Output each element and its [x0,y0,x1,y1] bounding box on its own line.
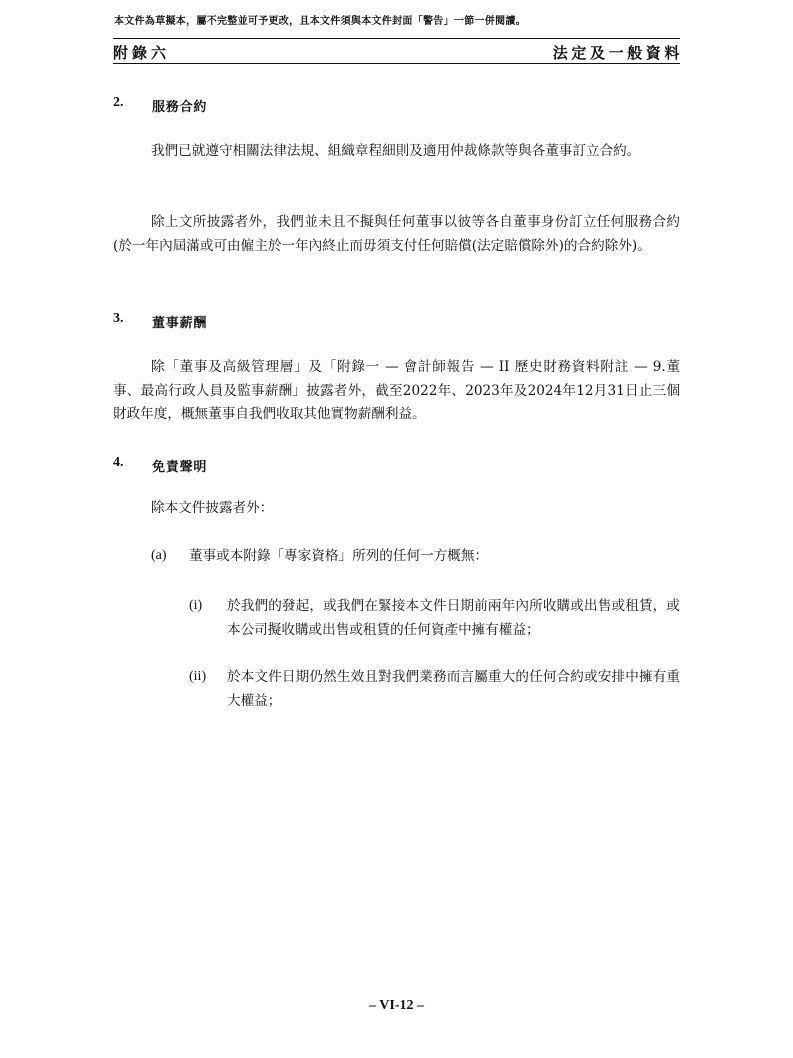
item-a-text: 董事或本附錄「專家資格」所列的任何一方概無： [189,548,489,564]
subitem-i-text: 於我們的發起，或我們在緊接本文件日期前兩年內所收購或出售或租賃，或本公司擬收購或出售或租賃的任何資產中擁有權益； [227,598,680,638]
section-2-number: 2. [113,95,124,110]
section-3-title: 董事薪酬 [152,316,208,331]
section-4-intro: 除本文件披露者外： [151,500,274,516]
section-2-paragraph-2: 除上文所披露者外，我們並未且不擬與任何董事以彼等各自董事身份訂立任何服務合約(於一年內屆滿或可由僱主於一年內終止而毋須支付任何賠償(法定賠償除外)的合約除外)。 [113,214,680,254]
item-a-label: (a) [151,548,167,563]
header-top-rule [113,38,680,39]
section-2-paragraph-1: 我們已就遵守相關法律法規、組織章程細則及適用仲裁條款等與各董事訂立合約。 [151,143,641,159]
subitem-i-label: (i) [189,598,203,613]
section-3-number: 3. [113,311,124,326]
page-number: – VI-12 – [369,998,424,1013]
chapter-title: 法定及一般資料 [552,44,683,62]
section-4-number: 4. [113,455,124,470]
appendix-label: 附錄六 [113,44,171,62]
draft-warning-banner: 本文件為草擬本，屬不完整並可予更改，且本文件須與本文件封面「警告」一節一併閱讀。 [114,16,526,27]
section-3-paragraph-1: 除「董事及高級管理層」及「附錄一 — 會計師報告 — II 歷史財務資料附註 — 9.董事、最高行政人員及監事薪酬」披露者外，截至2022年、2023年及2024年12月31日止三個財政年度，概無董事自我們收取其他實物薪酬利益。 [113,359,680,422]
section-2-title: 服務合約 [152,100,208,115]
subitem-ii-label: (ii) [189,669,207,684]
section-4-title: 免責聲明 [152,460,208,475]
subitem-ii-text: 於本文件日期仍然生效且對我們業務而言屬重大的任何合約或安排中擁有重大權益； [227,669,680,709]
header-bottom-rule [113,63,680,64]
